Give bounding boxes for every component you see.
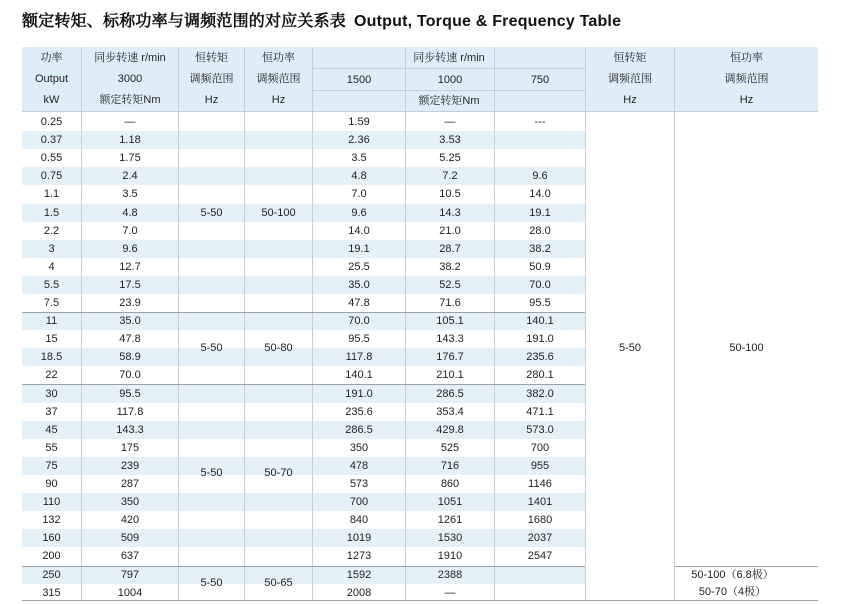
cell-torque-1500: 7.0	[351, 188, 367, 201]
group-divider	[675, 566, 818, 567]
cell-torque-3000: —	[124, 116, 136, 128]
header-const-power	[245, 47, 312, 111]
cell-torque-1500: 573	[349, 478, 369, 490]
group4-cp: 50-65	[264, 577, 293, 589]
cell-torque-3000: 47.8	[119, 333, 141, 346]
cell-torque-750	[495, 566, 585, 584]
cell-torque-1000: 210.1	[436, 369, 464, 382]
cell-power: 2.2	[43, 224, 60, 237]
cell-power: 4	[48, 260, 55, 273]
header-power-en: Output	[34, 72, 69, 85]
column-divider	[585, 47, 586, 600]
header-ct2-3: Hz	[623, 94, 637, 107]
cell-torque-1500: 19.1	[348, 242, 370, 255]
cell-torque-1000: 28.7	[439, 242, 461, 255]
cell-torque-1500: 840	[349, 514, 369, 527]
cell-power: 110	[42, 496, 61, 509]
table-row	[22, 439, 585, 457]
cell-torque-1000: 1530	[437, 532, 463, 545]
cell-power: 37	[45, 405, 58, 418]
cell-torque-1000: 286.5	[436, 387, 464, 400]
header-cp2-3: Hz	[739, 94, 754, 107]
header-const-power-2	[675, 47, 818, 111]
cell-torque-1500: 235.6	[345, 405, 373, 418]
title-en: Output, Torque & Frequency Table	[354, 13, 622, 30]
cell-power: 11	[45, 315, 58, 328]
column-divider	[405, 47, 406, 600]
cell-torque-1500: 3.5	[351, 152, 367, 165]
right-cp: 50-100	[729, 342, 764, 354]
table-row	[22, 258, 585, 276]
cell-torque-750: 38.2	[529, 242, 551, 255]
header-const-torque-2	[586, 47, 674, 111]
table-title	[22, 8, 621, 31]
cell-torque-1500: 47.8	[348, 297, 370, 309]
header-sync-top	[313, 47, 585, 68]
header-speed-1500	[313, 69, 405, 90]
cell-torque-750	[495, 131, 585, 149]
cell-torque-750: ---	[534, 116, 546, 128]
header-sync-3000	[82, 47, 178, 111]
cell-power: 0.75	[40, 170, 63, 183]
cell-torque-3000: 1.18	[119, 134, 141, 147]
cell-torque-1000: 353.4	[436, 405, 464, 418]
cell-torque-3000: 143.3	[116, 423, 144, 436]
group1-cp: 50-100	[261, 207, 296, 219]
cell-power: 22	[45, 369, 58, 382]
header-torque	[313, 91, 585, 111]
cell-torque-750	[495, 149, 585, 167]
column-divider	[244, 47, 245, 600]
cell-torque-3000: 420	[120, 514, 140, 527]
cell-torque-750: 140.1	[526, 315, 554, 328]
header-cp2-2: 调频范围	[724, 72, 769, 85]
header-power-zh: 功率	[40, 51, 63, 64]
table-row	[22, 149, 585, 167]
title-zh: 额定转矩、标称功率与调频范围的对应关系表	[22, 13, 347, 30]
cell-torque-1500: 286.5	[345, 423, 373, 436]
cell-power: 200	[42, 550, 61, 563]
header-power	[22, 47, 81, 111]
header-cp2-1: 恒功率	[730, 51, 763, 64]
table-row	[22, 547, 585, 565]
cell-torque-1000: 7.2	[442, 170, 458, 183]
cell-torque-1000: 21.0	[439, 224, 461, 237]
cell-torque-750: 2037	[527, 532, 553, 545]
cell-torque-750: 573.0	[526, 423, 554, 436]
cell-power: 15	[45, 333, 58, 346]
header-sync-label: 同步转速 r/min	[94, 51, 166, 64]
cell-torque-750: 1680	[527, 514, 553, 527]
cell-torque-1000: 1261	[437, 514, 463, 527]
cell-power: 160	[42, 532, 61, 545]
cell-torque-1000: —	[444, 586, 456, 599]
cell-torque-750: 955	[530, 459, 550, 472]
cell-torque-1500: 70.0	[348, 315, 370, 328]
cell-power: 45	[45, 423, 58, 436]
cell-torque-1500: 2.36	[348, 134, 370, 147]
cell-torque-3000: 3.5	[122, 188, 138, 201]
cell-torque-750	[495, 584, 585, 602]
header-ct-1: 恒转矩	[195, 51, 228, 64]
cell-torque-750: 191.0	[526, 333, 554, 346]
cell-torque-3000: 1004	[117, 586, 143, 599]
cell-torque-1500: 9.6	[351, 206, 367, 219]
cell-torque-3000: 117.8	[116, 405, 144, 418]
cell-power: 90	[45, 478, 58, 490]
cell-torque-3000: 637	[120, 550, 140, 563]
cell-torque-1000: 105.1	[436, 315, 464, 328]
cell-power: 1.5	[43, 206, 60, 219]
group-divider	[22, 384, 585, 385]
cell-torque-3000: 2.4	[122, 170, 138, 183]
cell-torque-3000: 509	[120, 532, 140, 545]
cell-torque-1000: 525	[440, 441, 460, 454]
cell-torque-750: 70.0	[529, 278, 551, 291]
cell-power: 0.25	[40, 116, 63, 128]
table-row	[22, 113, 585, 131]
cell-power: 3	[48, 242, 55, 255]
group2-ct: 5-50	[200, 342, 223, 354]
cell-torque-3000: 17.5	[119, 278, 141, 291]
cell-torque-1000: 52.5	[439, 278, 461, 291]
cell-torque-750: 50.9	[529, 260, 551, 273]
cell-power: 132	[42, 514, 61, 527]
cell-torque-3000: 9.6	[122, 242, 138, 255]
cell-torque-3000: 58.9	[119, 351, 141, 364]
cell-torque-3000: 95.5	[119, 387, 141, 400]
cell-torque-1500: 350	[349, 441, 369, 454]
table-row	[22, 222, 585, 240]
table-row	[22, 385, 585, 403]
cell-torque-750: 382.0	[526, 387, 554, 400]
table-row	[22, 167, 585, 185]
cell-torque-3000: 287	[120, 478, 140, 490]
cell-torque-3000: 1.75	[119, 152, 141, 165]
table-row	[22, 511, 585, 529]
table-bottom-border	[22, 600, 818, 601]
group-divider	[22, 312, 585, 313]
cell-power: 5.5	[43, 278, 60, 291]
cell-torque-750: 2547	[527, 550, 553, 563]
cell-torque-1500: 1273	[346, 550, 372, 563]
cell-torque-1000: 429.8	[436, 423, 464, 436]
right-ct: 5-50	[618, 342, 642, 354]
header-speed-750	[495, 69, 585, 90]
cell-power: 250	[42, 568, 61, 581]
table-row	[22, 240, 585, 258]
cell-torque-750: 235.6	[526, 351, 554, 364]
header-ct-3: Hz	[204, 94, 219, 107]
cell-torque-1500: 191.0	[345, 387, 373, 400]
group-divider	[22, 566, 585, 567]
cell-torque-3000: 350	[120, 496, 140, 509]
right-note-2: 50-70（4极）	[698, 586, 767, 598]
cell-power: 315	[42, 586, 61, 599]
cell-torque-1500: 25.5	[348, 260, 370, 273]
header-speed-1000	[406, 69, 494, 90]
group1-ct: 5-50	[200, 207, 223, 219]
header-divider	[313, 90, 585, 91]
cell-torque-1500: 117.8	[345, 351, 373, 364]
cell-torque-1000: 14.3	[439, 206, 461, 219]
cell-torque-3000: 797	[120, 568, 140, 581]
header-torque-label: 额定转矩Nm	[418, 95, 480, 107]
cell-torque-1000: 71.6	[439, 297, 461, 309]
cell-torque-1000: 1910	[437, 550, 463, 563]
cell-torque-1000: 2388	[437, 568, 463, 581]
group4-ct: 5-50	[200, 577, 223, 589]
header-cp-1: 恒功率	[262, 51, 295, 64]
table-row	[22, 276, 585, 294]
header-cp-3: Hz	[271, 94, 286, 107]
cell-torque-1500: 95.5	[348, 333, 370, 346]
header-cp-2: 调频范围	[256, 72, 301, 85]
column-divider	[674, 47, 675, 600]
cell-torque-750: 1146	[528, 478, 552, 490]
header-divider	[22, 111, 818, 112]
table-row	[22, 366, 585, 384]
table-row	[22, 185, 585, 203]
table-row	[22, 294, 585, 312]
cell-torque-1000: 143.3	[436, 333, 464, 346]
cell-torque-1500: 478	[349, 459, 369, 472]
cell-torque-3000: 7.0	[122, 224, 138, 237]
cell-torque-750: 700	[530, 441, 550, 454]
cell-torque-1500: 4.8	[351, 170, 367, 183]
column-divider	[81, 47, 82, 600]
cell-torque-3000: 12.7	[119, 260, 141, 273]
header-divider	[313, 68, 585, 69]
cell-torque-750: 471.1	[526, 405, 554, 418]
cell-torque-1500: 1019	[346, 532, 372, 545]
cell-torque-3000: 175	[120, 441, 140, 454]
header-ct-2: 调频范围	[189, 72, 234, 85]
cell-torque-1000: 5.25	[439, 152, 461, 165]
header-speed-1000-label: 1000	[437, 73, 463, 86]
cell-torque-750: 28.0	[529, 224, 551, 237]
header-power-unit: kW	[43, 94, 60, 107]
cell-torque-750: 9.6	[532, 170, 548, 183]
table-row	[22, 131, 585, 149]
column-divider	[312, 47, 313, 600]
table-row	[22, 493, 585, 511]
cell-power: 75	[45, 459, 58, 472]
cell-torque-1500: 14.0	[348, 224, 370, 237]
table-row	[22, 312, 585, 330]
header-ct2-1: 恒转矩	[613, 51, 647, 64]
cell-torque-1500: 2008	[346, 586, 372, 599]
table-row	[22, 403, 585, 421]
cell-torque-750: 1401	[527, 496, 553, 509]
cell-torque-3000: 4.8	[122, 206, 138, 219]
cell-power: 7.5	[43, 297, 60, 309]
header-sync-torque: 额定转矩Nm	[99, 94, 161, 107]
cell-torque-1500: 1.59	[348, 116, 370, 128]
cell-power: 55	[45, 441, 58, 454]
right-note-1: 50-100（6.8极）	[691, 569, 774, 581]
header-ct2-2: 调频范围	[608, 72, 652, 85]
cell-torque-750: 95.5	[529, 297, 551, 309]
cell-torque-1000: 38.2	[439, 260, 461, 273]
header-speed-1500-label: 1500	[346, 73, 372, 86]
column-divider	[494, 47, 495, 600]
header-speed-750-label: 750	[530, 73, 550, 86]
cell-torque-1500: 700	[349, 496, 369, 509]
cell-torque-1000: 176.7	[436, 351, 464, 364]
cell-torque-1000: 860	[440, 478, 460, 490]
cell-power: 0.37	[40, 134, 63, 147]
cell-torque-3000: 23.9	[119, 297, 141, 309]
cell-power: 1.1	[43, 188, 60, 201]
group3-cp: 50-70	[264, 467, 293, 479]
column-divider	[178, 47, 179, 600]
table-row	[22, 421, 585, 439]
cell-torque-1000: —	[444, 116, 456, 128]
header-sync2-label: 同步转速 r/min	[413, 51, 485, 64]
cell-torque-1500: 140.1	[345, 369, 373, 382]
header-sync-speed: 3000	[117, 72, 143, 85]
cell-torque-1000: 3.53	[439, 134, 461, 147]
cell-power: 18.5	[40, 351, 63, 364]
cell-torque-3000: 70.0	[119, 369, 141, 382]
cell-torque-1500: 1592	[346, 568, 372, 581]
cell-power: 0.55	[40, 152, 63, 165]
cell-torque-1000: 1051	[437, 496, 463, 509]
cell-torque-3000: 239	[120, 459, 140, 472]
table-row	[22, 529, 585, 547]
cell-torque-1000: 716	[440, 459, 460, 472]
group2-cp: 50-80	[264, 342, 293, 354]
group3-ct: 5-50	[200, 467, 223, 479]
cell-torque-750: 280.1	[526, 369, 554, 382]
cell-torque-750: 14.0	[529, 188, 551, 201]
header-const-torque	[179, 47, 244, 111]
cell-torque-750: 19.1	[529, 206, 551, 219]
cell-power: 30	[45, 387, 58, 400]
cell-torque-1500: 35.0	[348, 278, 370, 291]
cell-torque-3000: 35.0	[119, 315, 141, 328]
cell-torque-1000: 10.5	[439, 188, 461, 201]
